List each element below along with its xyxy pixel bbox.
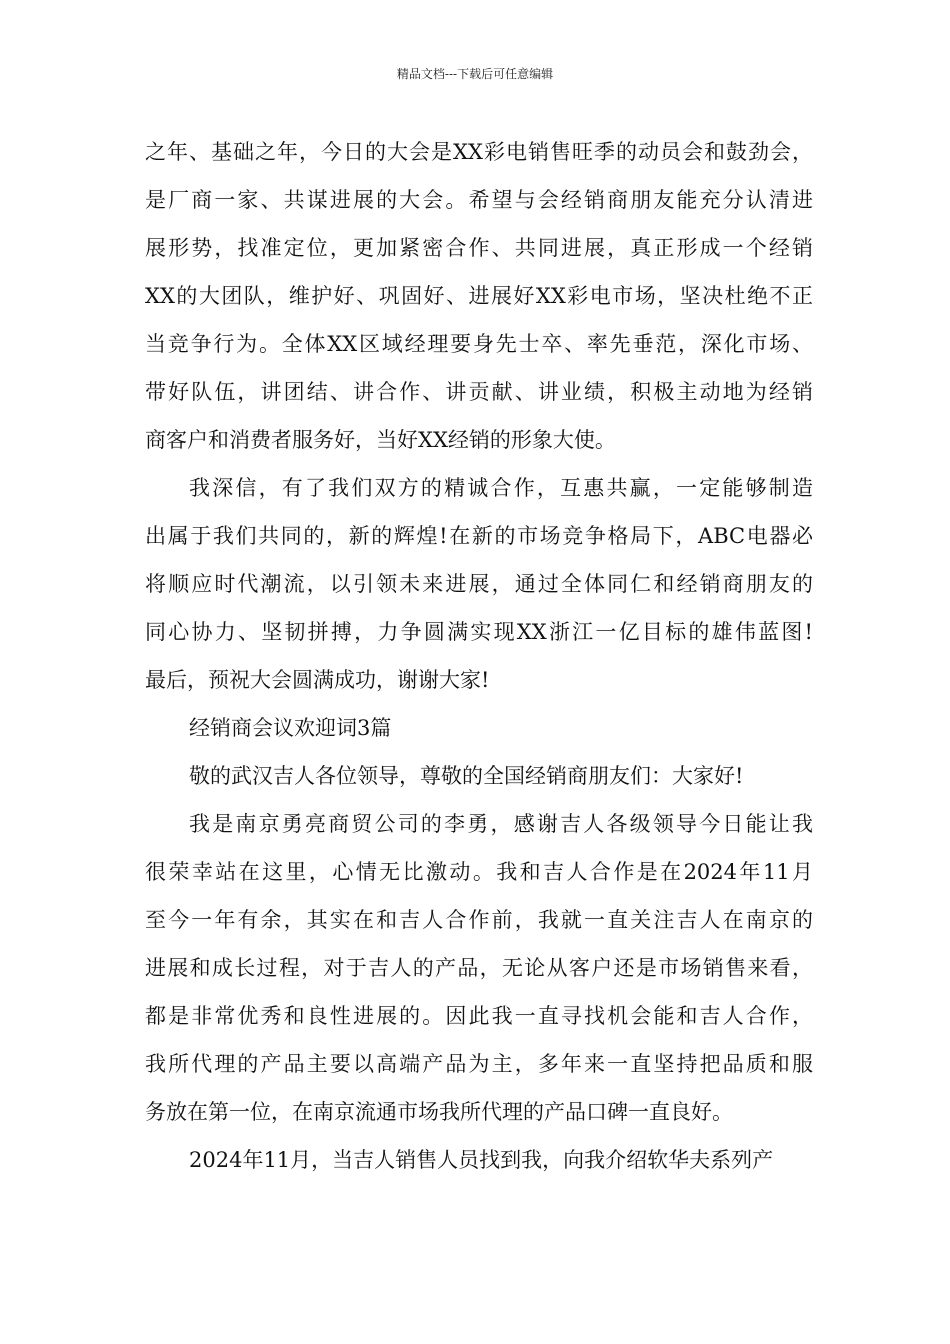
text-line: 同心协力、坚韧拼搏，力争圆满实现XX浙江一亿目标的雄伟蓝图!: [145, 620, 813, 644]
text-line: 2024年11月，当吉人销售人员找到我，向我介绍软华夫系列产: [189, 1148, 774, 1172]
document-body: [145, 128, 813, 1184]
text-line: 敬的武汉吉人各位领导，尊敬的全国经销商朋友们：大家好!: [189, 764, 744, 788]
text-line: 是厂商一家、共谋进展的大会。希望与会经销商朋友能充分认清进: [145, 188, 813, 212]
text-line: 当竞争行为。全体XX区域经理要身先士卒、率先垂范，深化市场、: [145, 332, 813, 356]
text-line: 之年、基础之年，今日的大会是XX彩电销售旺季的动员会和鼓劲会，: [145, 140, 813, 164]
text-line: 商客户和消费者服务好，当好XX经销的形象大使。: [145, 428, 616, 452]
text-line: 最后，预祝大会圆满成功，谢谢大家!: [145, 668, 490, 692]
text-line: 带好队伍，讲团结、讲合作、讲贡献、讲业绩，积极主动地为经销: [145, 380, 813, 404]
text-line: 务放在第一位，在南京流通市场我所代理的产品口碑一直良好。: [145, 1100, 733, 1124]
text-line: XX的大团队，维护好、巩固好、进展好XX彩电市场，坚决杜绝不正: [145, 284, 813, 308]
page-header: 精品文档---下载后可任意编辑: [396, 67, 554, 81]
text-line: 进展和成长过程，对于吉人的产品，无论从客户还是市场销售来看，: [145, 956, 813, 980]
text-line: 展形势，找准定位，更加紧密合作、共同进展，真正形成一个经销: [145, 236, 813, 260]
text-line: 很荣幸站在这里，心情无比激动。我和吉人合作是在2024年11月: [145, 860, 813, 884]
text-line: 我所代理的产品主要以高端产品为主，多年来一直坚持把品质和服: [145, 1052, 813, 1076]
text-line: 都是非常优秀和良性进展的。因此我一直寻找机会能和吉人合作，: [145, 1004, 813, 1028]
text-line: 我是南京勇亮商贸公司的李勇，感谢吉人各级领导今日能让我: [189, 812, 813, 836]
text-line: 将顺应时代潮流，以引领未来进展，通过全体同仁和经销商朋友的: [145, 572, 813, 596]
text-line: 出属于我们共同的，新的辉煌!在新的市场竞争格局下，ABC电器必: [145, 524, 813, 548]
text-line: 至今一年有余，其实在和吉人合作前，我就一直关注吉人在南京的: [145, 908, 813, 932]
text-line: 我深信，有了我们双方的精诚合作，互惠共赢，一定能够制造: [189, 476, 813, 500]
text-line: 经销商会议欢迎词3篇: [189, 716, 392, 740]
